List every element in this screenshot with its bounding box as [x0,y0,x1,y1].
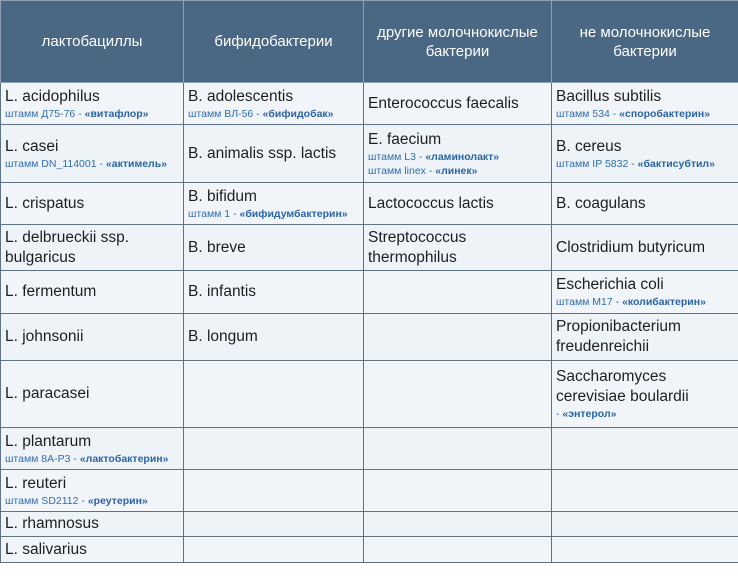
strain-label: штамм IP 5832 - [556,157,638,170]
species-name: L. salivarius [5,540,87,558]
table-cell [552,183,738,225]
strain-note [556,407,733,421]
table-cell [184,271,364,314]
table-header [1,1,738,83]
product-name: «бактисубтил» [637,157,715,170]
species-name: E. faecium [368,130,442,148]
table-cell [1,428,184,470]
table-cell [364,83,552,125]
species-name: B. cereus [556,137,622,155]
table-row [1,125,738,183]
product-name: «лактобактерин» [79,452,169,465]
header-row [1,1,738,83]
table-row [1,225,738,271]
species-name: Bacillus subtilis [556,87,662,105]
table-cell [184,512,364,537]
species-name: L. paracasei [5,385,90,402]
product-name: «линек» [435,164,478,177]
header-non-lactic-bacteria: не молочнокислые бактерии [552,1,738,83]
table-body [1,83,738,563]
table-cell [184,361,364,428]
strain-label: штамм 1 - [188,207,240,220]
strain-note [188,207,358,221]
table-cell [364,183,552,225]
table-cell [1,361,184,428]
strain-label: штамм DN_114001 - [5,157,106,170]
strain-note [556,157,733,171]
table-cell [552,470,738,512]
species-name: B. coagulans [556,194,646,212]
table-cell [1,225,184,271]
strain-note [368,150,546,164]
table-cell [364,125,552,183]
species-name: L. plantarum [5,432,92,450]
header-other-lactic-bacteria: другие молочнокислые бактерии [364,1,552,83]
table-row [1,83,738,125]
table-cell [1,537,184,563]
species-name: B. infantis [188,283,257,300]
strain-note [5,494,178,508]
table-cell [552,361,738,428]
table-cell [1,512,184,537]
table-cell [184,470,364,512]
species-name: L. fermentum [5,283,97,300]
table-row [1,361,738,428]
species-name: L. johnsonii [5,328,84,345]
table-cell [364,271,552,314]
species-name: B. adolescentis [188,87,294,105]
table-cell [1,125,184,183]
table-cell [184,183,364,225]
product-name: «колибактерин» [622,296,706,308]
table-cell [552,537,738,563]
table-cell [364,225,552,271]
table-row [1,537,738,563]
table-cell [1,271,184,314]
species-name: L. casei [5,137,59,155]
table-row [1,183,738,225]
table-cell [552,512,738,537]
species-name: L. crispatus [5,194,85,212]
table-cell [1,470,184,512]
strain-label: штамм 8А-Р3 - [5,452,80,465]
table-cell [552,271,738,314]
strain-note [5,452,178,466]
table-cell [552,314,738,361]
table-cell [184,225,364,271]
table-row [1,470,738,512]
species-name: Propionibacterium freudenreichii [556,318,681,355]
table-cell [364,470,552,512]
table-cell [184,83,364,125]
strain-label: штамм L3 - [368,150,426,163]
table-cell [1,83,184,125]
product-name: «бифидобак» [262,107,334,120]
strain-label: штамм M17 - [556,296,623,308]
species-name: Streptococcus thermophilus [368,228,467,266]
strain-note [5,157,178,171]
species-name: Enterococcus faecalis [368,94,519,112]
table-cell [552,225,738,271]
table-row [1,428,738,470]
table-cell [552,125,738,183]
species-name: B. breve [188,238,246,256]
species-name: L. reuteri [5,474,67,492]
table-cell [1,314,184,361]
table-cell [364,314,552,361]
strain-label: штамм Д75-76 - [5,107,85,120]
species-name: L. acidophilus [5,87,100,105]
product-name: «реутерин» [87,494,148,507]
species-name: Saccharomyces cerevisiae boulardii [556,368,689,405]
species-name: B. animalis ssp. lactis [188,144,337,162]
product-name: «бифидумбактерин» [239,207,348,220]
species-name: Clostridium butyricum [556,238,706,256]
table-cell [184,125,364,183]
strain-label: штамм ВЛ-56 - [188,107,263,120]
table-cell [552,83,738,125]
table-cell [364,361,552,428]
strain-note [5,107,178,121]
product-name: «витафлор» [84,107,149,120]
table-cell [364,428,552,470]
table-row [1,314,738,361]
species-name: Lactococcus lactis [368,194,494,212]
species-name: B. longum [188,328,258,345]
table-cell [1,183,184,225]
table-cell [184,428,364,470]
table-row [1,271,738,314]
table-cell [184,537,364,563]
strain-note [188,107,358,121]
strain-note [556,295,733,309]
species-name: B. bifidum [188,187,257,205]
strain-label: штамм SD2112 - [5,494,88,507]
table-cell [552,428,738,470]
product-name: «ламинолакт» [425,150,500,163]
strain-label: штамм 534 - [556,107,620,120]
species-name: L. rhamnosus [5,515,99,532]
header-lactobacilli: лактобациллы [1,1,184,83]
table-cell [364,537,552,563]
species-name: L. delbrueckii ssp. bulgaricus [5,228,130,266]
table-cell [184,314,364,361]
strain-label: - [556,408,563,420]
product-name: «споробактерин» [619,107,711,120]
strain-label: штамм linex - [368,164,436,177]
strain-note [368,164,546,178]
header-bifidobacteria: бифидобактерии [184,1,364,83]
product-name: «актимель» [105,157,168,170]
strain-note [556,107,733,121]
product-name: «энтерол» [562,408,617,420]
table-cell [364,512,552,537]
species-name: Escherichia coli [556,276,664,293]
table-row [1,512,738,537]
